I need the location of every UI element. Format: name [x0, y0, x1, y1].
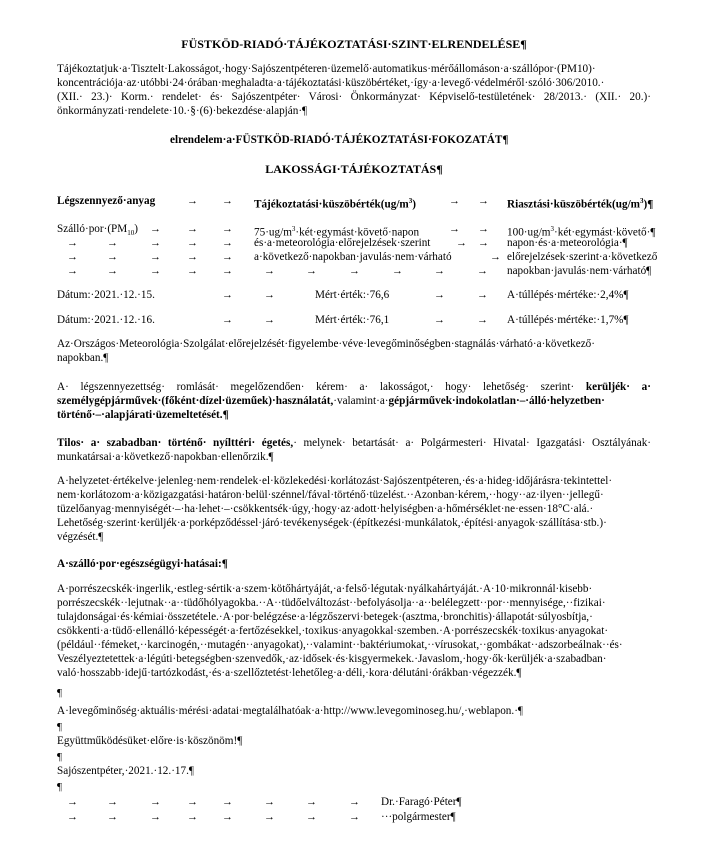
tab-arrow-icon: →: [306, 265, 317, 277]
tab-arrow-icon: →: [107, 265, 118, 277]
empty-paragraph-mark: ¶: [57, 751, 62, 763]
tab-arrow-icon: →: [222, 796, 233, 808]
document-title: FÜSTKÖD-RIADÓ·TÁJÉKOZTATÁSI·SZINT·ELRENDELÉSE¶: [181, 37, 527, 51]
website-line: A·levegőminőség·aktuális·mérési·adatai·megtalálhatóak·a·http://www.levegominoseg.hu/,·weblapon.·¶: [57, 705, 523, 717]
header-alarm-threshold: $Riasztási\cdot küszöbérték(ug/m^3)\P$: [507, 197, 654, 211]
tab-arrow-icon: →: [478, 195, 489, 207]
signature-title: ···polgármester¶: [381, 811, 456, 823]
tab-arrow-icon: →: [150, 251, 161, 263]
intro-line-2: koncentrációja·az·utóbbi·24·órában·meghaladta·a·tájékoztatási·küszöbértéket,·így·a·levegő·védelméről·szóló·306/2010.·: [57, 77, 605, 89]
empty-paragraph-mark: ¶: [57, 781, 62, 793]
intro-line-4: önkormányzati·rendelete·10.·§·(6)·bekezdése·alapján·¶: [57, 105, 308, 117]
tab-arrow-icon: →: [222, 265, 233, 277]
section-title-public-info: LAKOSSÁGI·TÁJÉKOZTATÁS¶: [265, 162, 443, 176]
tab-arrow-icon: →: [187, 223, 198, 235]
tab-arrow-icon: →: [222, 237, 233, 249]
tab-arrow-icon: →: [67, 811, 78, 823]
tab-arrow-icon: →: [264, 314, 275, 326]
tab-arrow-icon: →: [392, 265, 403, 277]
tab-arrow-icon: →: [150, 811, 161, 823]
alarm-threshold-line-2: napon·és·a·meteorológia·¶: [507, 237, 628, 249]
request-line-1: A· légszennyezettség· romlását· megelőzendően· kérem· a· lakosságot,· hogy· lehetőség· szerint· kerüljék· a·: [57, 381, 651, 393]
tab-arrow-icon: →: [306, 796, 317, 808]
tab-arrow-icon: →: [264, 265, 275, 277]
tab-arrow-icon: →: [187, 811, 198, 823]
intro-line-1: Tájékoztatjuk·a·Tisztelt·Lakosságot,·hogy·Sajószentpéteren·üzemelő·automatikus·mérőállomáson·a·szállópor·(PM10)·: [57, 63, 596, 75]
situation-line-1: A·helyzetet·értékelve·jelenleg·nem·rendelek·el·közlekedési·korlátozást·Sajószentpéteren,·és·a·hideg·időjárásra·tekintettel·: [57, 475, 613, 487]
tab-arrow-icon: →: [264, 289, 275, 301]
empty-paragraph-mark: ¶: [57, 687, 62, 699]
alarm-threshold-line-3: előrejelzések·szerint·a·következő: [507, 251, 658, 263]
tab-arrow-icon: →: [449, 223, 460, 235]
tab-arrow-icon: →: [264, 796, 275, 808]
tab-arrow-icon: →: [349, 811, 360, 823]
tab-arrow-icon: →: [67, 265, 78, 277]
health-effects-heading: A·szálló·por·egészségügyi·hatásai:¶: [57, 558, 228, 570]
situation-line-4: Lehetőség·szerint·kerüljék·a·porképződéssel·járó·tevékenységek·(építkezési·munkálatok,·építési·anyagok·szállítása·stb.)·: [57, 517, 607, 529]
health-line-7: való·hosszabb·idejű·tartózkodást,·és·a·szellőztetést·lehetőleg·a·déli,·kora·délutáni·órákban·végezzék.¶: [57, 667, 522, 679]
measurement-date-1: Dátum:·2021.·12.·15.: [57, 289, 155, 301]
tab-arrow-icon: →: [67, 251, 78, 263]
measurement-excess-2: A·túllépés·mértéke:·1,7%¶: [507, 314, 629, 326]
alarm-threshold-line-1: $100\cdot ug/m^3\cdot két\cdot egymást\cdot követő\cdot\P$: [507, 225, 656, 239]
decree-line: elrendelem·a·FÜSTKÖD-RIADÓ·TÁJÉKOZTATÁSI·FOKOZATÁT¶: [170, 134, 509, 146]
empty-paragraph-mark: ¶: [57, 721, 62, 733]
tab-arrow-icon: →: [349, 265, 360, 277]
tab-arrow-icon: →: [150, 223, 161, 235]
tab-arrow-icon: →: [222, 195, 233, 207]
tab-arrow-icon: →: [477, 314, 488, 326]
tab-arrow-icon: →: [222, 811, 233, 823]
measurement-value-1: Mért·érték:·76,6: [315, 289, 390, 301]
request-line-3: történő·–·alapjárati·üzemeltetését.¶: [57, 409, 229, 421]
tab-arrow-icon: →: [107, 237, 118, 249]
tab-arrow-icon: →: [478, 237, 489, 249]
tab-arrow-icon: →: [449, 195, 460, 207]
place-date-line: Sajószentpéter,·2021.·12.·17.¶: [57, 765, 194, 777]
forecast-line-1: Az·Országos·Meteorológia·Szolgálat·előrejelzését·figyelembe·véve·levegőminőségben·stagnálás·várható·a·következő·: [57, 338, 595, 350]
health-line-5: (például··fémeket,··karcinogén,··mutagén··anyagokat),··valamint··baktériumokat,··vírusokat,··gombákat··adszorbeálnak··és·: [57, 639, 623, 651]
tab-arrow-icon: →: [349, 796, 360, 808]
tab-arrow-icon: →: [434, 314, 445, 326]
header-info-threshold: $Tájékoztatási\cdot küszöbérték(ug/m^3)$: [254, 197, 416, 211]
tab-arrow-icon: →: [477, 289, 488, 301]
info-threshold-line-3: a·következő·napokban·javulás·nem·várható: [254, 251, 452, 263]
measurement-excess-1: A·túllépés·mértéke:·2,4%¶: [507, 289, 629, 301]
measurement-value-2: Mért·érték:·76,1: [315, 314, 390, 326]
tab-arrow-icon: →: [478, 223, 489, 235]
situation-line-5: végzését.¶: [57, 531, 104, 543]
tab-arrow-icon: →: [222, 314, 233, 326]
tab-arrow-icon: →: [187, 796, 198, 808]
tab-arrow-icon: →: [434, 265, 445, 277]
alarm-threshold-line-4: napokban·javulás·nem·várható¶: [507, 265, 652, 277]
tab-arrow-icon: →: [434, 289, 445, 301]
tab-arrow-icon: →: [150, 237, 161, 249]
tab-arrow-icon: →: [187, 195, 198, 207]
signature-name: Dr.·Faragó·Péter¶: [381, 796, 462, 808]
health-line-2: porrészecskék··lejutnak··a··tüdőhólyagokba.··A··tüdőelváltozást··befolyásolja··a··belélegzett··por··mennyisége,··fizikai·: [57, 597, 606, 609]
health-line-4: csökkenti·a·tüdő·ellenálló·képességét·a·fertőzésekkel,·toxikus·anyagokkal·szemben.·A·porrészecskék·toxikus·anyagokat·: [57, 625, 609, 637]
info-threshold-line-2: és·a·meteorológia·előrejelzések·szerint: [254, 237, 431, 249]
tab-arrow-icon: →: [67, 237, 78, 249]
health-line-6: Veszélyeztetettek·a·légúti·betegségben·szenvedők,·az·idősek·és·kisgyermekek.·Javaslom,·hogy·ők·kerüljék·a·szabadban·: [57, 653, 607, 665]
tab-arrow-icon: →: [222, 289, 233, 301]
tab-arrow-icon: →: [490, 251, 501, 263]
measurement-date-2: Dátum:·2021.·12.·16.: [57, 314, 155, 326]
burning-ban-line-1: Tilos· a· szabadban· történő· nyílttéri· égetés,· melynek· betartását· a· Polgármesteri· Hivatal· Igazgatási· Osztályának·: [57, 437, 652, 449]
tab-arrow-icon: →: [187, 237, 198, 249]
tab-arrow-icon: →: [477, 265, 488, 277]
tab-arrow-icon: →: [107, 251, 118, 263]
header-pollutant: Légszennyező·anyag: [57, 195, 156, 207]
forecast-line-2: napokban.¶: [57, 352, 109, 364]
tab-arrow-icon: →: [222, 223, 233, 235]
tab-arrow-icon: →: [187, 251, 198, 263]
tab-arrow-icon: →: [107, 796, 118, 808]
tab-arrow-icon: →: [107, 811, 118, 823]
health-line-1: A·porrészecskék·ingerlik,·estleg·sértik·a·szem·kötőhártyáját,·a·felső·légutak·nyálkahártyáját.·A·10·mikronnál·kisebb·: [57, 583, 593, 595]
request-line-2: személygépjárművek·(főként·dízel·üzeműek)·használatát,·valamint·a·gépjárművek·indokolatlan·–·álló·helyzetben·: [57, 395, 605, 407]
info-threshold-line-1: $75\cdot ug/m^3\cdot két\cdot egymást\cdot követő\cdot napon$: [254, 225, 420, 239]
tab-arrow-icon: →: [187, 265, 198, 277]
thanks-line: Együttműködésüket·előre·is·köszönöm!¶: [57, 735, 243, 747]
health-line-3: tulajdonságai·és·kémiai·összetétele.·A·por·belégzése·a·légzőszervi·betegek·(asztma,·bronchitis)·állapotát·súlyosbítja,·: [57, 611, 593, 623]
pollutant-pm10: $Szálló\cdot por\cdot(PM_{10})$: [57, 223, 138, 238]
tab-arrow-icon: →: [150, 265, 161, 277]
intro-line-3: (XII.· 23.)· Korm.· rendelet· és· Sajószentpéter· Városi· Önkormányzat· Képviselő-testületének· 28/2013.· (XII.· 20.)·: [57, 91, 651, 103]
situation-line-2: nem·korlátozom·a·közigazgatási·határon·belül·szénnel/fával·történő·tüzelést.··Azonban·kérem,··hogy··az·ilyen··jellegű·: [57, 489, 604, 501]
burning-ban-line-2: munkatársai·a·következő·napokban·ellenőrzik.¶: [57, 451, 274, 463]
tab-arrow-icon: →: [456, 237, 467, 249]
tab-arrow-icon: →: [306, 811, 317, 823]
tab-arrow-icon: →: [150, 796, 161, 808]
situation-line-3: tüzelőanyag·mennyiségét·–·ha·lehet·–·csökkentsék·úgy,·hogy·az·adott·helyiségben·a·hőmérséklet·ne·essen·18°C·alá.·: [57, 503, 594, 515]
tab-arrow-icon: →: [222, 251, 233, 263]
tab-arrow-icon: →: [67, 796, 78, 808]
tab-arrow-icon: →: [264, 811, 275, 823]
